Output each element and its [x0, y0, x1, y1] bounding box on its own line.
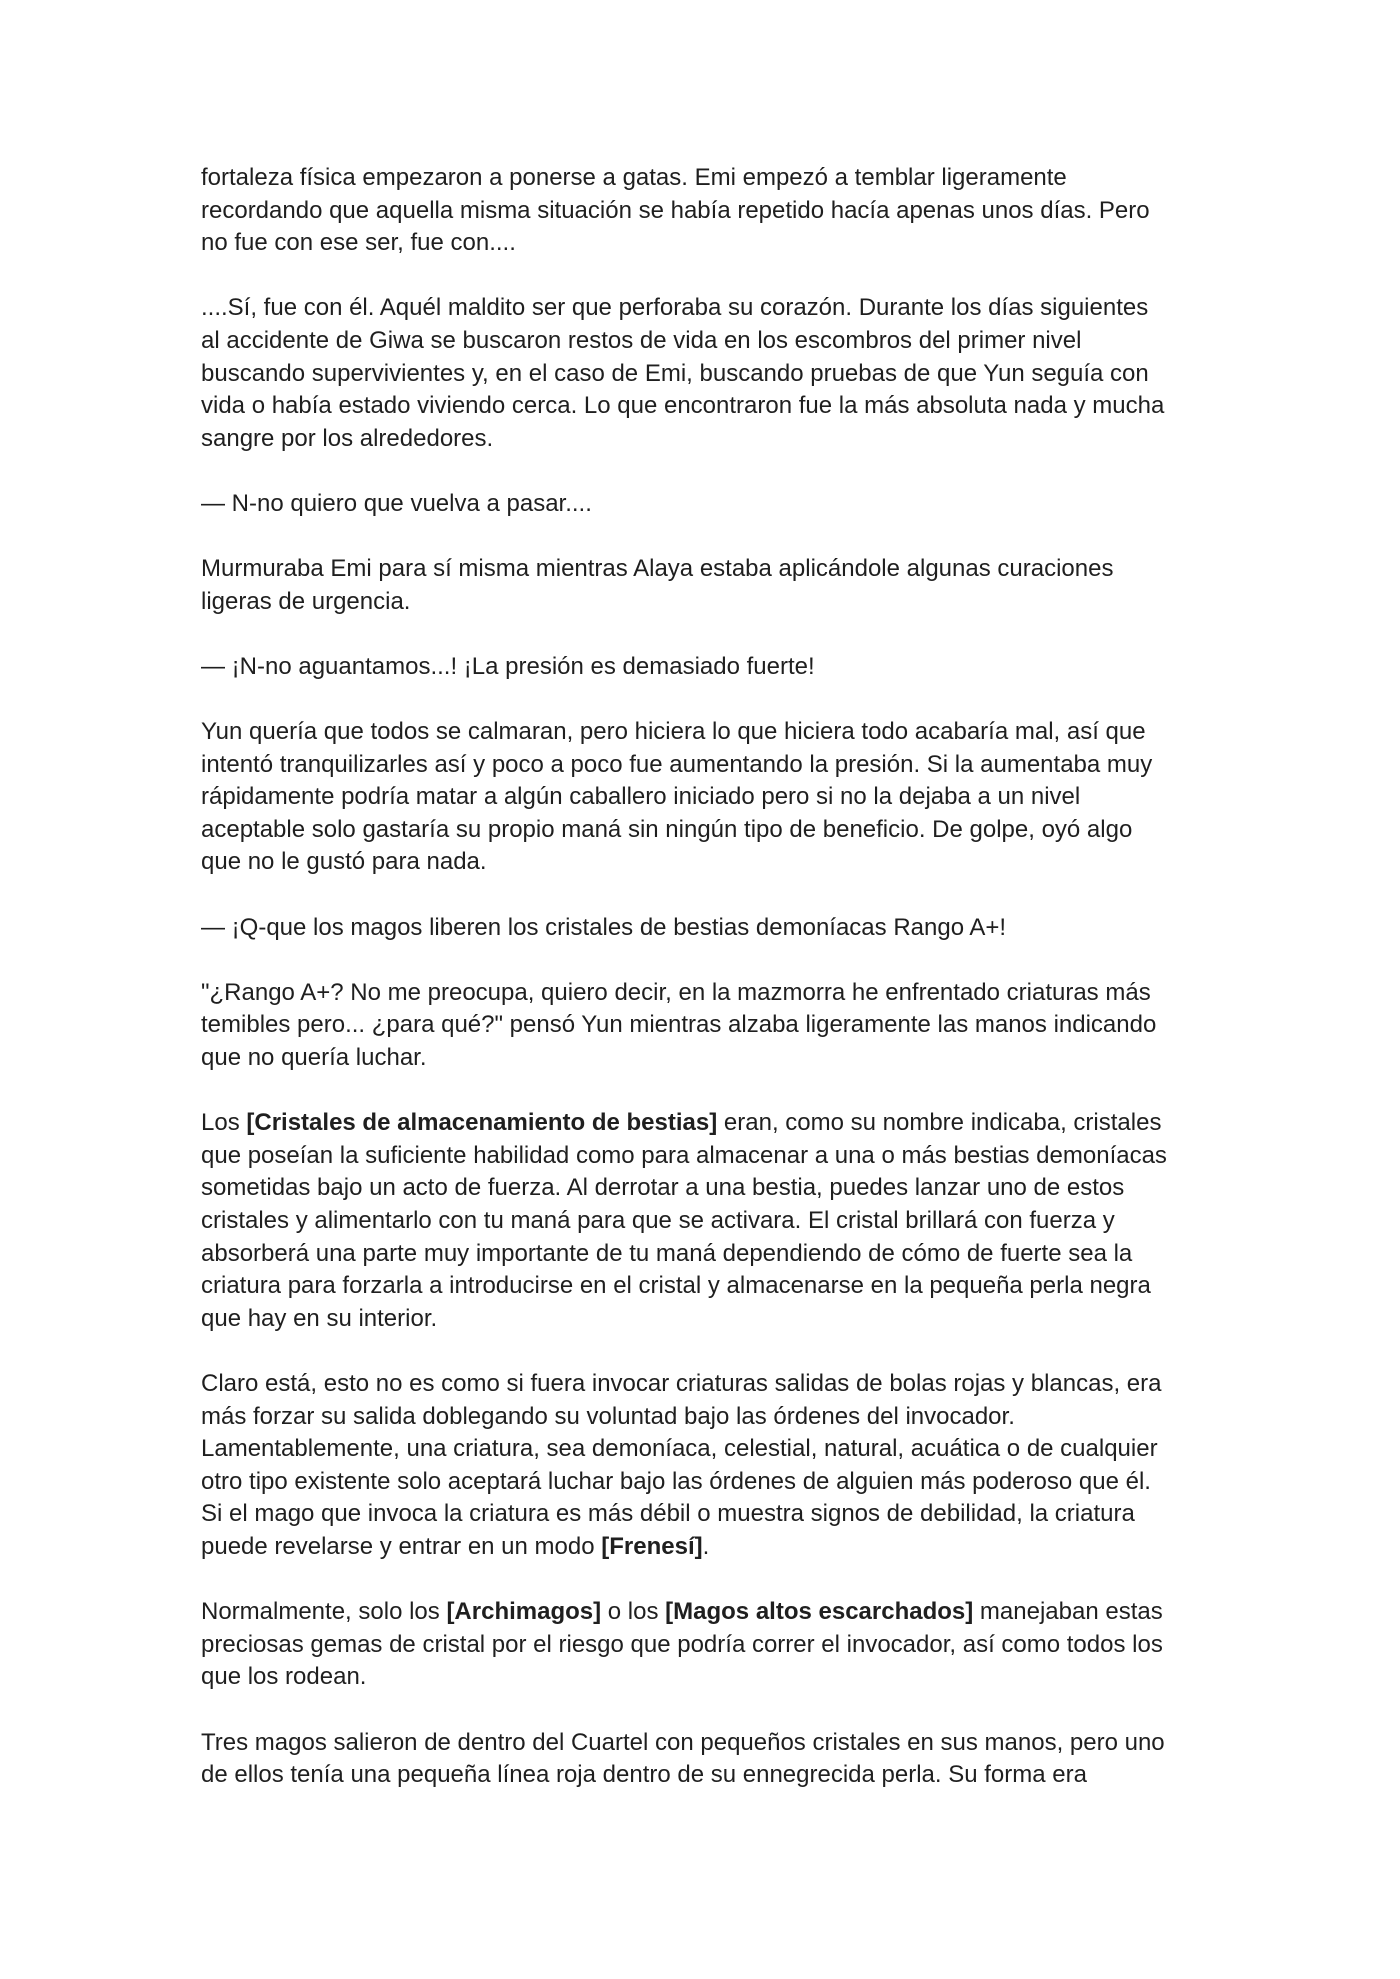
text-segment: Tres magos salieron de dentro del Cuartel con pequeños cristales en sus manos, pero uno de ellos tenía una pequeña línea roja dentro de su ennegrecida perla. Su forma era	[201, 1728, 1165, 1789]
paragraph	[201, 1596, 1201, 1694]
document-body	[201, 162, 1201, 1792]
paragraph	[201, 977, 1201, 1075]
text-segment: Murmuraba Emi para sí misma mientras Alaya estaba aplicándole algunas curaciones ligeras de urgencia.	[201, 555, 1114, 615]
text-segment: manejaban estas preciosas gemas de cristal por el riesgo que podría correr el invocador, así como todos los que los rodean.	[201, 1598, 1163, 1691]
paragraph	[201, 1107, 1201, 1335]
text-segment: Normalmente, solo los	[201, 1598, 447, 1626]
text-segment: "¿Rango A+? No me preocupa, quiero decir, en la mazmorra he enfrentado criaturas más temibles pero... ¿para qué?" pensó Yun mientras alzaba ligeramente las manos indicando que no quería luchar.	[201, 978, 1157, 1072]
paragraph	[201, 162, 1201, 260]
text-segment: fortaleza física empezaron a ponerse a gatas. Emi empezó a temblar ligeramente recordando que aquella misma situación se había repetido hacía apenas unos días. Pero no fue con ese ser, fue con....	[201, 164, 1150, 257]
text-segment: Claro está, esto no es como si fuera invocar criaturas salidas de bolas rojas y blancas, era más forzar su salida doblegando su voluntad bajo las órdenes del invocador. Lamentablemente, una criatura, sea demoníaca, celestial, natural, acuática o de cualquier otro tipo existente solo aceptará luchar bajo las órdenes de alguien más poderoso que él. Si el mago que invoca la criatura es más débil o muestra signos de debilidad, la criatura puede revelarse y entrar en un modo	[201, 1369, 1162, 1560]
text-segment: — ¡N-no aguantamos...! ¡La presión es demasiado fuerte!	[201, 652, 815, 680]
bold-term: [Magos altos escarchados]	[665, 1598, 974, 1626]
text-segment: eran, como su nombre indicaba, cristales que poseían la suficiente habilidad como para almacenar a una o más bestias demoníacas sometidas bajo un acto de fuerza. Al derrotar a una bestia, puedes lanzar uno de estos cristales y alimentarlo con tu maná para que se activara. El cristal brillará con fuerza y absorberá una parte muy importante de tu maná dependiendo de cómo de fuerte sea la criatura para forzarla a introducirse en el cristal y almacenarse en la pequeña perla negra que hay en su interior.	[201, 1109, 1167, 1332]
paragraph	[201, 553, 1201, 618]
text-segment: — ¡Q-que los magos liberen los cristales de bestias demoníacas Rango A+!	[201, 913, 1007, 941]
paragraph	[201, 1368, 1201, 1564]
text-segment: — N-no quiero que vuelva a pasar....	[201, 489, 592, 517]
paragraph	[201, 651, 1201, 684]
text-segment: .	[702, 1532, 710, 1560]
paragraph	[201, 1727, 1201, 1792]
bold-term: [Frenesí]	[601, 1532, 703, 1560]
text-segment: Los	[201, 1109, 247, 1137]
paragraph	[201, 488, 1201, 521]
bold-term: [Cristales de almacenamiento de bestias]	[246, 1109, 718, 1137]
text-segment: o los	[601, 1598, 666, 1626]
paragraph	[201, 292, 1201, 455]
paragraph	[201, 912, 1201, 945]
paragraph	[201, 716, 1201, 879]
bold-term: [Archimagos]	[446, 1598, 602, 1626]
text-segment: Yun quería que todos se calmaran, pero hiciera lo que hiciera todo acabaría mal, así que intentó tranquilizarles así y poco a poco fue aumentando la presión. Si la aumentaba muy rápidamente podría matar a algún caballero iniciado pero si no la dejaba a un nivel aceptable solo gastaría su propio maná sin ningún tipo de beneficio. De golpe, oyó algo que no le gustó para nada.	[201, 718, 1153, 876]
text-segment: ....Sí, fue con él. Aquél maldito ser que perforaba su corazón. Durante los días siguientes al accidente de Giwa se buscaron restos de vida en los escombros del primer nivel buscando supervivientes y, en el caso de Emi, buscando pruebas de que Yun seguía con vida o había estado viviendo cerca. Lo que encontraron fue la más absoluta nada y mucha sangre por los alrededores.	[201, 294, 1165, 452]
